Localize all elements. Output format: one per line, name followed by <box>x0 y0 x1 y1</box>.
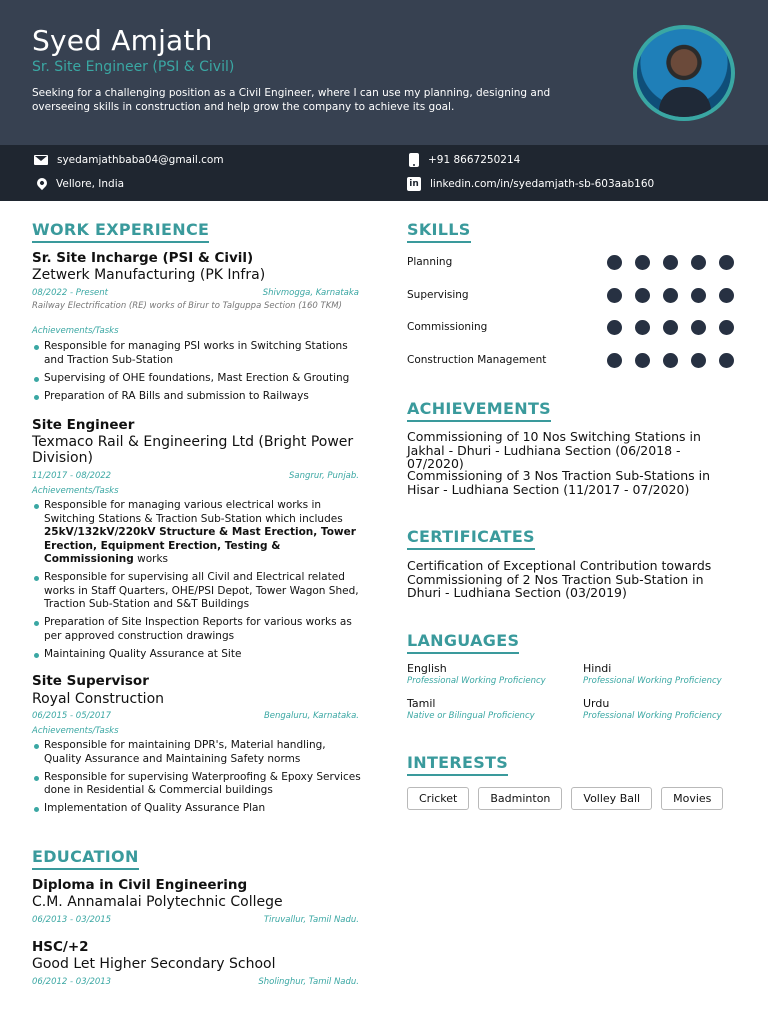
job-company: Texmaco Rail & Engineering Ltd (Bright Power Division) <box>32 434 354 466</box>
contact-linkedin[interactable] <box>407 177 654 191</box>
interest-tags <box>407 787 732 810</box>
job-bullets <box>32 499 362 666</box>
skill-dot <box>719 288 734 303</box>
list-item: Responsible for managing various electrical works in Switching Stations & Traction Sub-Station which includes 25kV/132kV/220kV Structure & Mast Erection, Tower Erection, Equipment Erection, Testing & Commissioning works <box>32 499 362 567</box>
skill-rating <box>607 353 747 368</box>
job-title: Site Supervisor <box>32 673 149 689</box>
skill-dot <box>691 353 706 368</box>
section-title-certificates: CERTIFICATES <box>407 527 535 550</box>
job-dates: 11/2017 - 08/2022 <box>32 471 112 481</box>
interest-tag: Cricket <box>407 787 469 810</box>
profile-photo-avatar <box>633 25 735 121</box>
section-title-achievements: ACHIEVEMENTS <box>407 399 551 422</box>
language-name: Hindi <box>583 662 612 675</box>
job-location: Sangrur, Punjab. <box>289 471 359 481</box>
education-dates: 06/2013 - 03/2015 <box>32 915 112 925</box>
section-title-interests: INTERESTS <box>407 753 508 776</box>
school-name: Good Let Higher Secondary School <box>32 956 276 972</box>
contact-location <box>37 178 124 190</box>
job-description: Railway Electrification (RE) works of Birur to Talguppa Section (160 TKM) <box>32 301 342 311</box>
resume-header <box>0 0 768 145</box>
list-item: Responsible for supervising all Civil and Electrical related works in Staff Quarters, OHE/PSI Depot, Tower Wagon Shed, Traction Sub-Station and S&T Buildings <box>32 571 362 612</box>
achievements-label: Achievements/Tasks <box>32 486 119 496</box>
skill-rating <box>607 288 747 303</box>
interest-tag: Badminton <box>478 787 562 810</box>
achievements-label: Achievements/Tasks <box>32 326 119 336</box>
skill-dot <box>719 353 734 368</box>
skill-name: Commissioning <box>407 321 488 333</box>
education-meta <box>32 915 359 925</box>
list-item: Responsible for managing PSI works in Switching Stations and Traction Sub-Station <box>32 340 362 367</box>
achievement-item: Commissioning of 3 Nos Traction Sub-Stations in Hisar - Ludhiana Section (11/2017 - 07/2020) <box>407 468 711 497</box>
degree-title: Diploma in Civil Engineering <box>32 877 248 893</box>
skill-dot <box>663 320 678 335</box>
job-meta <box>32 471 359 481</box>
skill-rating <box>607 320 747 335</box>
candidate-role: Sr. Site Engineer (PSI & Civil) <box>32 59 235 75</box>
language-name: Urdu <box>583 697 610 710</box>
language-level: Professional Working Proficiency <box>583 711 722 721</box>
education-location: Sholinghur, Tamil Nadu. <box>258 977 359 987</box>
job-meta <box>32 711 359 721</box>
mail-icon <box>34 155 48 165</box>
skill-dot <box>635 255 650 270</box>
job-title: Site Engineer <box>32 417 135 433</box>
contact-email[interactable] <box>34 154 224 166</box>
degree-title: HSC/+2 <box>32 939 89 955</box>
skill-dot <box>691 320 706 335</box>
section-title-languages: LANGUAGES <box>407 631 519 654</box>
skill-dot <box>607 255 622 270</box>
list-item: Preparation of RA Bills and submission to Railways <box>32 390 362 404</box>
education-location: Tiruvallur, Tamil Nadu. <box>263 915 359 925</box>
phone-icon <box>409 153 419 167</box>
job-dates: 08/2022 - Present <box>32 288 109 298</box>
linkedin-text: linkedin.com/in/syedamjath-sb-603aab160 <box>430 178 655 190</box>
contact-bar <box>0 145 768 201</box>
language-level: Professional Working Proficiency <box>583 676 722 686</box>
skill-dot <box>607 320 622 335</box>
skill-dot <box>719 320 734 335</box>
skill-dot <box>663 288 678 303</box>
job-company: Royal Construction <box>32 691 165 707</box>
section-title-skills: SKILLS <box>407 220 471 243</box>
list-item: Supervising of OHE foundations, Mast Erection & Grouting <box>32 372 362 386</box>
location-text: Vellore, India <box>56 178 125 190</box>
list-item: Responsible for supervising Waterproofing & Epoxy Services done in Residential & Commercial buildings <box>32 771 362 798</box>
section-title-education: EDUCATION <box>32 847 139 870</box>
language-level: Native or Bilingual Proficiency <box>407 711 535 721</box>
list-item: Responsible for maintaining DPR's, Material handling, Quality Assurance and Maintaining Safety norms <box>32 739 362 766</box>
location-pin-icon <box>35 176 49 190</box>
skill-dot <box>635 320 650 335</box>
contact-phone[interactable] <box>409 153 520 167</box>
phone-text: +91 8667250214 <box>428 154 521 166</box>
job-bullets <box>32 340 362 408</box>
email-text: syedamjathbaba04@gmail.com <box>57 154 224 166</box>
list-item: Implementation of Quality Assurance Plan <box>32 802 362 816</box>
skill-name: Construction Management <box>407 354 547 366</box>
job-dates: 06/2015 - 05/2017 <box>32 711 112 721</box>
skill-dot <box>607 353 622 368</box>
skill-dot <box>663 353 678 368</box>
certificate-item: Certification of Exceptional Contribution towards Commissioning of 2 Nos Traction Sub-Station in Dhuri - Ludhiana Section (03/2019) <box>407 558 712 600</box>
job-company: Zetwerk Manufacturing (PK Infra) <box>32 267 266 283</box>
language-name: English <box>407 662 447 675</box>
skill-name: Supervising <box>407 289 469 301</box>
job-location: Shivmogga, Karnataka <box>262 288 359 298</box>
interest-tag: Volley Ball <box>571 787 652 810</box>
summary-text: Seeking for a challenging position as a Civil Engineer, where I can use my planning, designing and overseeing skills in construction and help grow the company to achieve its goal. <box>32 87 551 113</box>
section-title-work: WORK EXPERIENCE <box>32 220 209 243</box>
list-item: Preparation of Site Inspection Reports for various works as per approved construction drawings <box>32 616 362 643</box>
skill-dot <box>635 353 650 368</box>
job-bullets <box>32 739 362 820</box>
skill-rating <box>607 255 747 270</box>
achievement-item: Commissioning of 10 Nos Switching Stations in Jakhal - Dhuri - Ludhiana Section (06/2018 - 07/2020) <box>407 429 701 471</box>
education-meta <box>32 977 359 987</box>
skill-dot <box>691 288 706 303</box>
job-location: Bengaluru, Karnataka. <box>263 711 359 721</box>
language-name: Tamil <box>407 697 436 710</box>
language-level: Professional Working Proficiency <box>407 676 546 686</box>
job-title: Sr. Site Incharge (PSI & Civil) <box>32 250 254 266</box>
skill-name: Planning <box>407 256 453 268</box>
candidate-name: Syed Amjath <box>32 24 213 57</box>
interest-tag: Movies <box>661 787 723 810</box>
skill-dot <box>607 288 622 303</box>
list-item: Maintaining Quality Assurance at Site <box>32 648 362 662</box>
job-meta <box>32 288 359 298</box>
linkedin-icon: in <box>407 177 421 191</box>
school-name: C.M. Annamalai Polytechnic College <box>32 894 283 910</box>
education-dates: 06/2012 - 03/2013 <box>32 977 112 987</box>
skill-dot <box>635 288 650 303</box>
skill-dot <box>719 255 734 270</box>
skill-dot <box>663 255 678 270</box>
achievements-label: Achievements/Tasks <box>32 726 119 736</box>
skill-dot <box>691 255 706 270</box>
